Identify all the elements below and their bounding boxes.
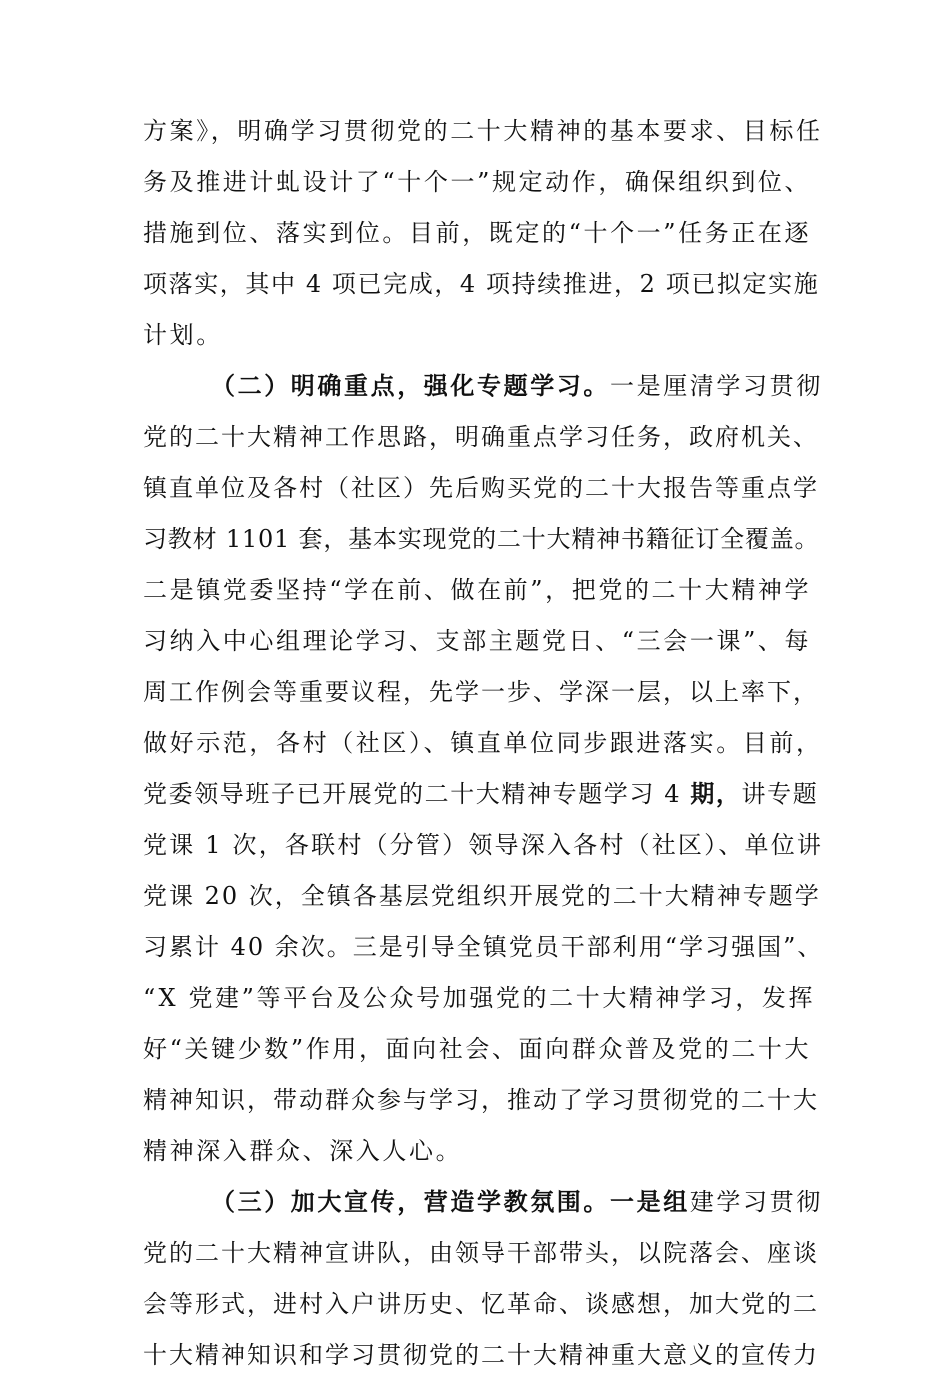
text-line: 项落实，其中 4 项已完成，4 项持续推进，2 项已拟定实施 bbox=[143, 270, 820, 298]
text-line: 做好示范，各村（社区）、镇直单位同步跟进落实。目前， bbox=[143, 729, 823, 757]
text-line: 习教材 1101 套，基本实现党的二十大精神书籍征订全覆盖。 bbox=[143, 525, 820, 553]
text-line: 会等形式，进村入户讲历史、忆革命、谈感想，加大党的二 bbox=[143, 1290, 819, 1318]
text-line: 党的二十大精神宣讲队，由领导干部带头，以院落会、座谈 bbox=[143, 1239, 819, 1267]
text-line: “X 党建”等平台及公众号加强党的二十大精神学习，发挥 bbox=[143, 984, 816, 1012]
text-run: 一是厘清学习贯彻 bbox=[610, 372, 823, 400]
paragraph-1 bbox=[143, 106, 823, 361]
text-line: 党的二十大精神工作思路，明确重点学习任务，政府机关、 bbox=[143, 423, 819, 451]
text-line: 精神深入群众、深入人心。 bbox=[143, 1137, 463, 1165]
text-run: 党委领导班子已开展党的二十大精神专题学习 4 bbox=[143, 780, 691, 808]
text-line: 好“关键少数”作用，面向社会、面向群众普及党的二十大 bbox=[143, 1035, 812, 1063]
text-line: 务及推进计虬设计了“十个一”规定动作，确保组织到位、 bbox=[143, 168, 812, 196]
text-line: 习纳入中心组理论学习、支部主题党日、“三会一课”、每 bbox=[143, 627, 812, 655]
paragraph-2 bbox=[143, 361, 824, 1177]
text-line bbox=[143, 361, 823, 412]
section-heading: （三）加大宣传，营造学教氛围。一是组 bbox=[211, 1188, 690, 1216]
text-run: 建学习贯彻 bbox=[689, 1188, 823, 1216]
section-heading: （二）明确重点，强化专题学习。 bbox=[211, 372, 610, 400]
text-line: 十大精神知识和学习贯彻党的二十大精神重大意义的宣传力 bbox=[143, 1341, 819, 1369]
document-body bbox=[143, 106, 824, 1381]
text-run: 讲专题 bbox=[741, 780, 819, 808]
text-line: 方案》，明确学习贯彻党的二十大精神的基本要求、目标任 bbox=[143, 117, 823, 145]
text-line: 党课 20 次，全镇各基层党组织开展党的二十大精神专题学 bbox=[143, 882, 821, 910]
text-line: 措施到位、落实到位。目前，既定的“十个一”任务正在逐 bbox=[143, 219, 812, 247]
text-line bbox=[143, 769, 819, 820]
text-line: 计划。 bbox=[143, 321, 223, 349]
text-line: 党课 1 次，各联村（分管）领导深入各村（社区）、单位讲 bbox=[143, 831, 824, 859]
text-line: 二是镇党委坚持“学在前、做在前”，把党的二十大精神学 bbox=[143, 576, 812, 604]
text-line: 精神知识，带动群众参与学习，推动了学习贯彻党的二十大 bbox=[143, 1086, 819, 1114]
text-line: 周工作例会等重要议程，先学一步、学深一层，以上率下， bbox=[143, 678, 819, 706]
text-line bbox=[143, 1177, 823, 1228]
text-line: 镇直单位及各村（社区）先后购买党的二十大报告等重点学 bbox=[143, 474, 819, 502]
bold-text-run: 期， bbox=[690, 780, 742, 808]
text-line: 习累计 40 余次。三是引导全镇党员干部利用“学习强国”、 bbox=[143, 933, 824, 961]
paragraph-3 bbox=[143, 1177, 823, 1381]
